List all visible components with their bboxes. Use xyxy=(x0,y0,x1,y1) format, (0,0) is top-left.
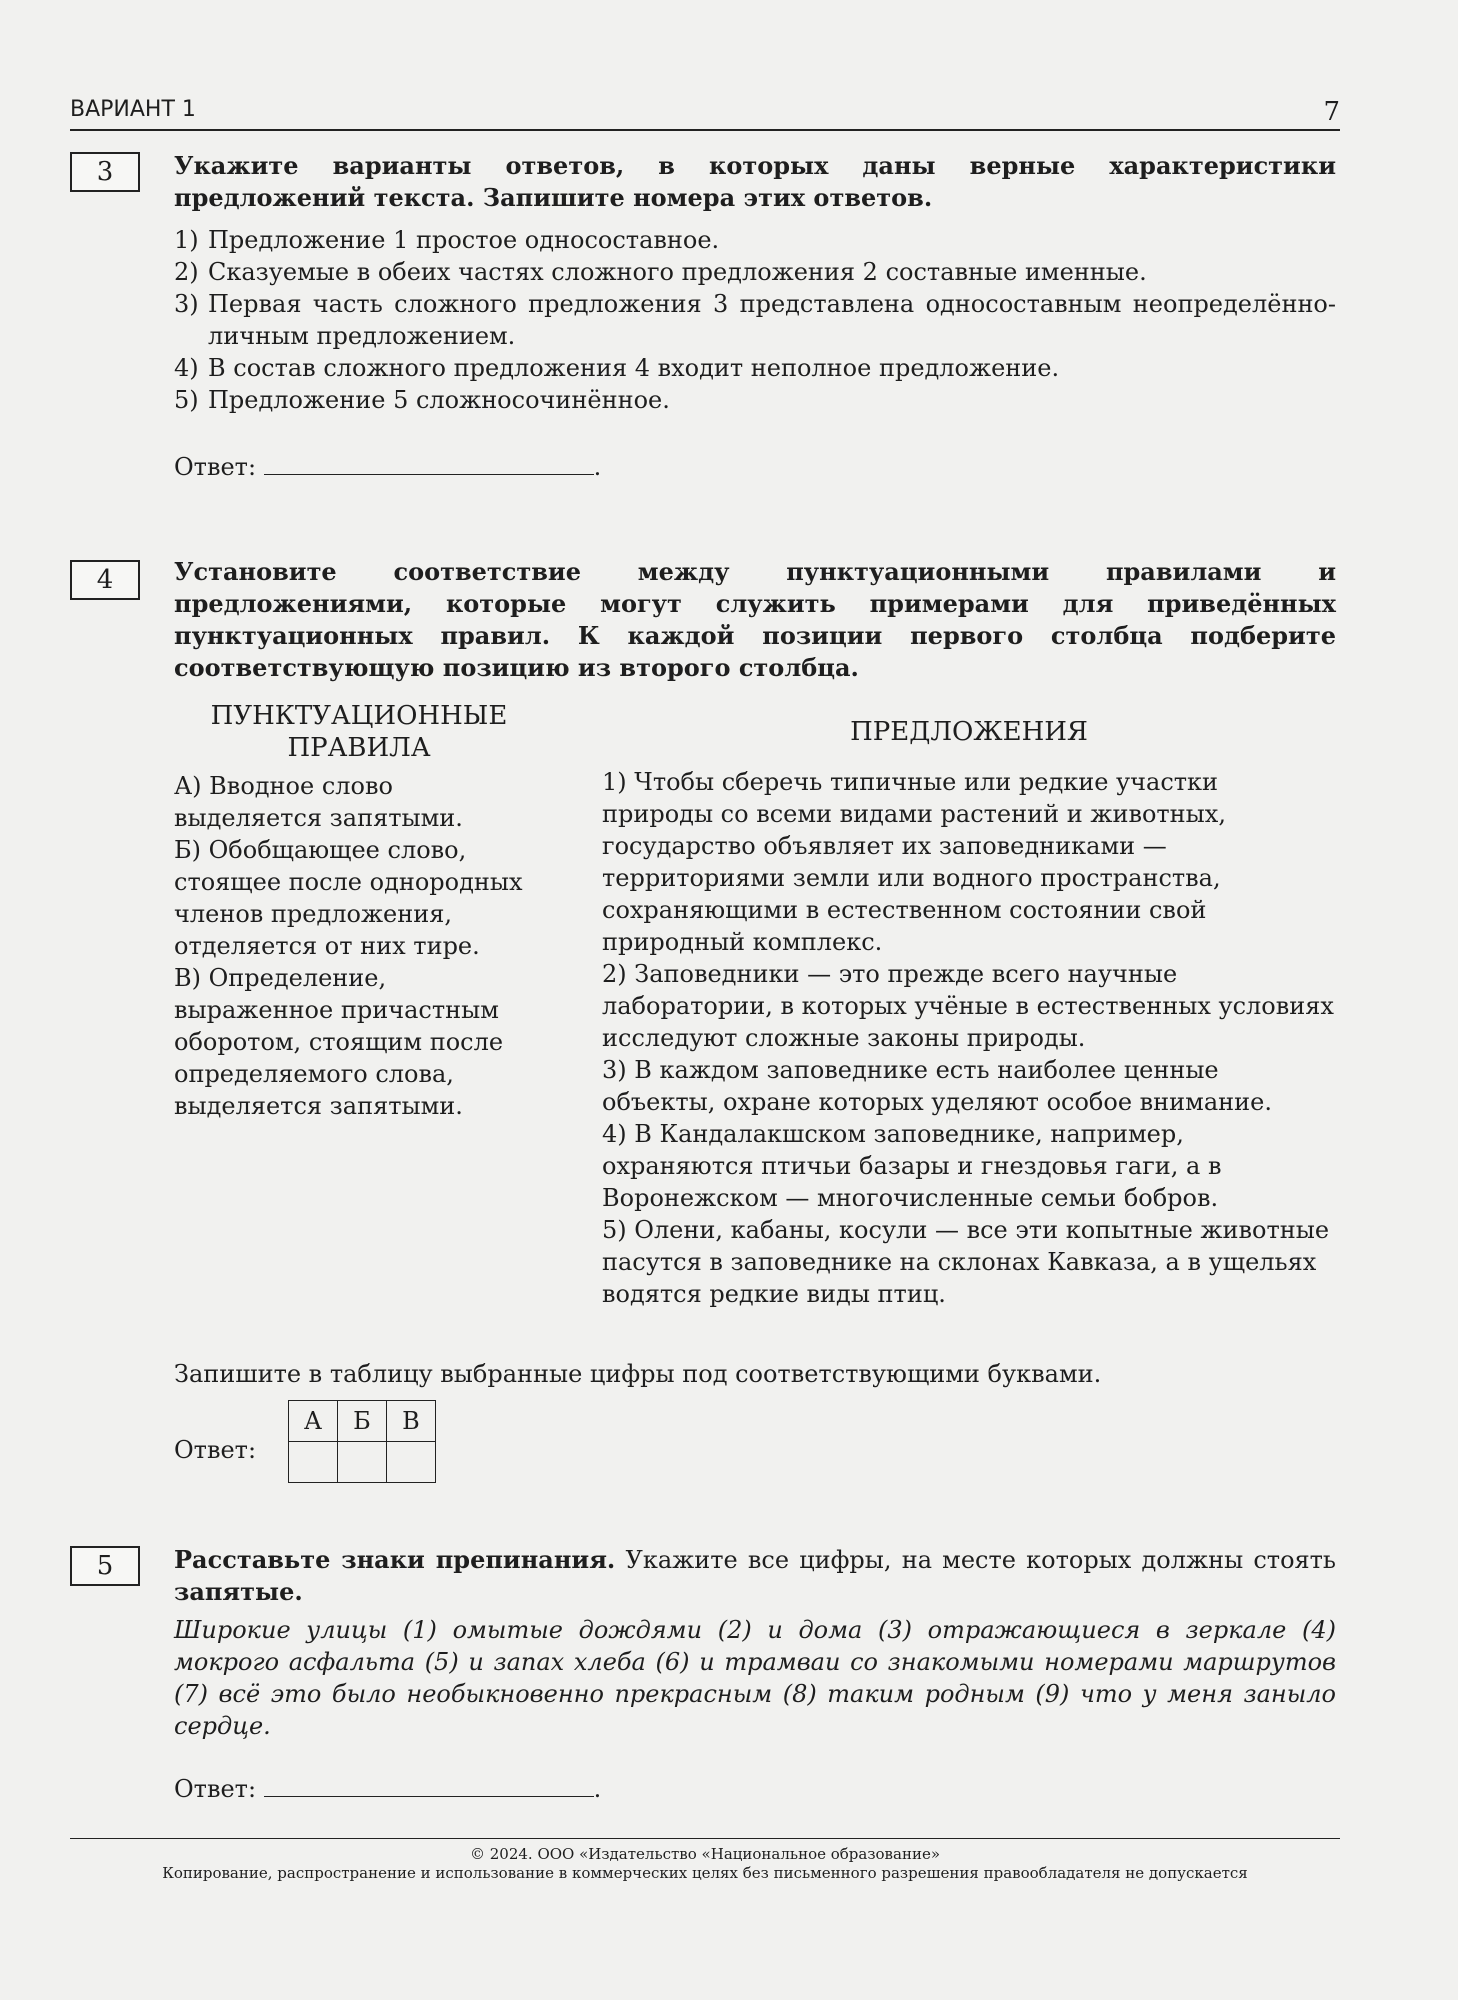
option-text: Предложение 1 простое односоставное. xyxy=(208,226,720,254)
answer-row: Ответ: . xyxy=(174,450,1336,483)
variant-label: ВАРИАНТ 1 xyxy=(70,97,196,122)
option-number: 1) xyxy=(174,226,199,254)
option-text: Сказуемые в обеих частях сложного предложения 2 составные именные. xyxy=(208,258,1147,286)
table-header-b: Б xyxy=(338,1401,387,1442)
sentence-item: 4) В Кандалакшском заповеднике, например, охраняются птичьи базары и гнездовья гаги, а в Воронежском — многочисленные семьи бобров. xyxy=(602,1120,1222,1212)
table-header-v: В xyxy=(387,1401,436,1442)
answer-row: Ответ: . xyxy=(174,1772,1336,1805)
option-item xyxy=(174,352,1336,384)
task-number-box: 4 xyxy=(70,560,140,600)
page-number: 7 xyxy=(1323,97,1340,127)
option-text: Первая часть сложного предложения 3 представлена односоставным неопределённо-личным предложением. xyxy=(208,290,1336,350)
task-3-body xyxy=(174,150,1336,483)
statement-bold: Расставьте знаки препинания. xyxy=(174,1545,616,1574)
option-text: В состав сложного предложения 4 входит неполное предложение. xyxy=(208,354,1060,382)
option-item xyxy=(174,288,1336,352)
answer-cell-b[interactable] xyxy=(338,1442,387,1483)
task-5-body xyxy=(174,1544,1336,1805)
answer-label: Ответ: xyxy=(174,453,257,481)
option-item xyxy=(174,224,1336,256)
option-number: 4) xyxy=(174,354,199,382)
punctuation-sentence: Широкие улицы (1) омытые дождями (2) и дома (3) отражающиеся в зеркале (4) мокрого асфальта (5) и запах хлеба (6) и трамваи со знакомыми номерами маршрутов (7) всё это было необыкновенно прекрасным (8) таким родным (9) что у меня заныло сердце. xyxy=(174,1616,1336,1740)
answer-label: Ответ: xyxy=(174,1775,257,1803)
options-list xyxy=(174,224,1336,416)
sentences-column xyxy=(602,700,1336,1310)
rule-item: А) Вводное слово выделяется запятыми. xyxy=(174,772,463,832)
option-item xyxy=(174,256,1336,288)
answer-cell-v[interactable] xyxy=(387,1442,436,1483)
answer-table xyxy=(288,1400,436,1483)
option-number: 3) xyxy=(174,290,199,318)
task-number-box: 5 xyxy=(70,1546,140,1586)
copyright-line: © 2024. ООО «Издательство «Национальное образование» xyxy=(469,1845,940,1863)
rule-item: Б) Обобщающее слово, стоящее после однородных членов предложения, отделяется от них тире. xyxy=(174,836,523,960)
answer-cell-a[interactable] xyxy=(289,1442,338,1483)
task-statement: Установите соответствие между пунктуационными правилами и предложениями, которые могут служить примерами для приведённых пунктуационных правил. К каждой позиции первого столбца подберите соответствующую позицию из второго столбца. xyxy=(174,557,1336,682)
option-item xyxy=(174,384,1336,416)
option-text: Предложение 5 сложносочинённое. xyxy=(208,386,670,414)
statement-text: Укажите все цифры, на месте которых должны стоять xyxy=(615,1546,1336,1574)
rules-heading xyxy=(174,700,544,764)
copyright-notice: Копирование, распространение и использование в коммерческих целях без письменного разрешения правообладателя не допускается xyxy=(162,1864,1248,1882)
task-statement: Укажите варианты ответов, в которых даны верные характеристики предложений текста. Запишите номера этих ответов. xyxy=(174,151,1336,212)
rule-item: В) Определение, выраженное причастным оборотом, стоящим после определяемого слова, выделяется запятыми. xyxy=(174,964,504,1120)
task-number-box: 3 xyxy=(70,152,140,192)
answer-line[interactable] xyxy=(264,1772,594,1797)
rules-heading-line: ПУНКТУАЦИОННЫЕ xyxy=(210,701,508,731)
option-number: 5) xyxy=(174,386,199,414)
task-statement xyxy=(174,1544,1336,1608)
table-instruction: Запишите в таблицу выбранные цифры под соответствующими буквами. xyxy=(174,1360,1102,1388)
page-header xyxy=(70,95,1340,131)
option-number: 2) xyxy=(174,258,199,286)
sentence-item: 2) Заповедники — это прежде всего научные лаборатории, в которых учёные в естественных условиях исследуют сложные законы природы. xyxy=(602,960,1334,1052)
sentence-item: 3) В каждом заповеднике есть наиболее ценные объекты, охране которых уделяют особое внимание. xyxy=(602,1056,1272,1116)
rules-column xyxy=(174,700,544,1122)
answer-line[interactable] xyxy=(264,450,594,475)
answer-table-row xyxy=(174,1400,1336,1500)
answer-label: Ответ: xyxy=(174,1436,257,1464)
sentences-heading: ПРЕДЛОЖЕНИЯ xyxy=(850,717,1088,747)
matching-columns xyxy=(174,700,1336,1340)
sentence-item: 5) Олени, кабаны, косули — все эти копытные животные пасутся в заповеднике на склонах Кавказа, а в ущельях водятся редкие виды птиц. xyxy=(602,1216,1330,1308)
table-header-a: А xyxy=(289,1401,338,1442)
sentence-item: 1) Чтобы сберечь типичные или редкие участки природы со всеми видами растений и животных, государство объявляет их заповедниками — территориями земли или водного пространства, сохраняющими в естественном состоянии свой природный комплекс. xyxy=(602,768,1226,956)
page-footer xyxy=(70,1838,1340,1883)
task-4-body xyxy=(174,556,1336,1500)
rules-heading-line: ПРАВИЛА xyxy=(287,733,431,763)
statement-bold: запятые. xyxy=(174,1577,303,1606)
